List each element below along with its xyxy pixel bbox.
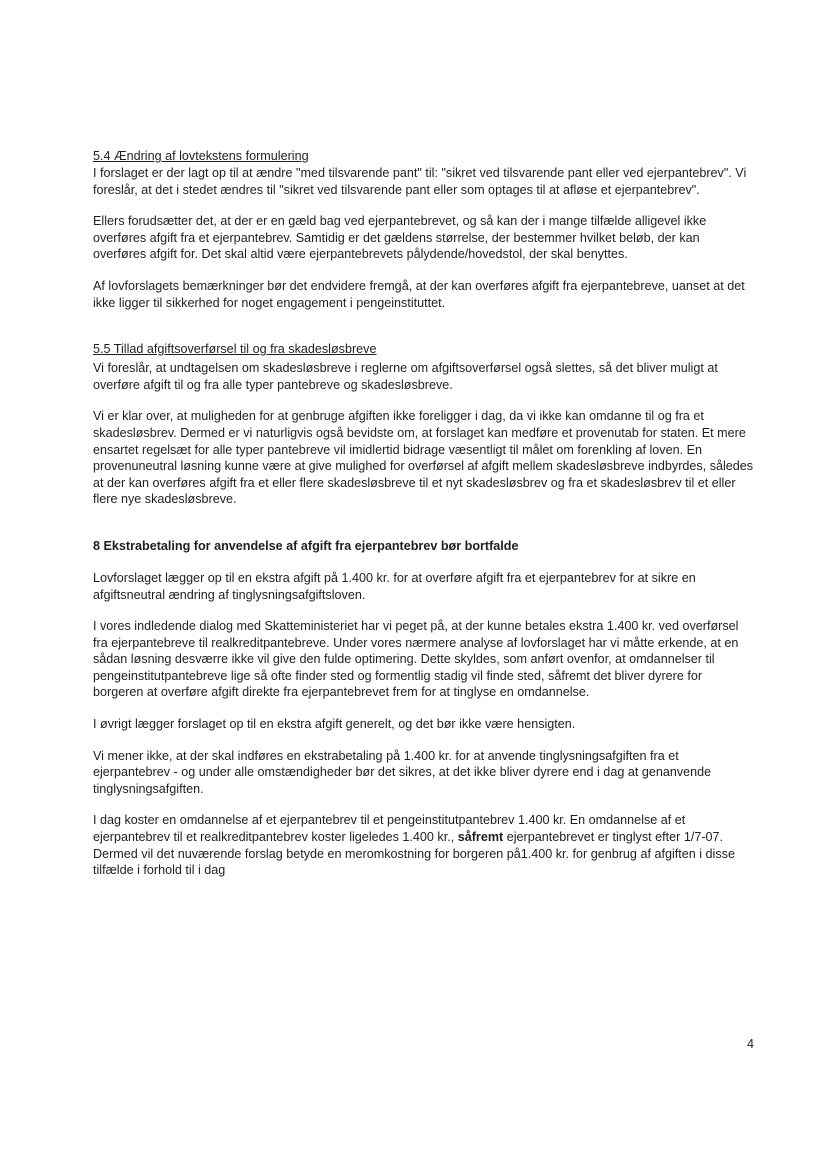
paragraph-with-emphasis bbox=[93, 812, 755, 878]
text-run: ejerpantebrevet er tinglyst efter 1/7-07. Dermed vil det nuværende forslag betyde en meromkostning for borgeren på1.400 kr. for genbrug af afgiften i disse tilfælde i forhold til i dag bbox=[93, 830, 735, 878]
paragraph: Af lovforslagets bemærkninger bør det endvidere fremgå, at der kan overføres afgift fra ejerpantebreve, uanset at det ikke ligger til sikkerhed for noget engagement i pengeinstituttet. bbox=[93, 278, 745, 310]
section-heading-5-4: 5.4 Ændring af lovtekstens formulering bbox=[93, 149, 309, 163]
bold-text-run: såfremt bbox=[457, 830, 504, 845]
paragraph: Lovforslaget lægger op til en ekstra afgift på 1.400 kr. for at overføre afgift fra et ejerpantebrev for at sikre en afgiftsneutral ændring af tinglysningsafgiftsloven. bbox=[93, 570, 696, 602]
paragraph: I øvrigt lægger forslaget op til en ekstra afgift generelt, og det bør ikke være hensigten. bbox=[93, 717, 576, 732]
section-heading-5-5: 5.5 Tillad afgiftsoverførsel til og fra skadesløsbreve bbox=[93, 342, 377, 357]
paragraph: Vi er klar over, at muligheden for at genbruge afgiften ikke foreligger i dag, da vi ikke kan omdanne til og fra et skadesløsbrev. Dermed er vi naturligvis også bevidste om, at forslaget kan medføre et provenutab for staten. Et mere ensartet regelsæt for alle typer pantebreve vil imidlertid bidrage væsentligt til målet om forenkling af loven. En provenuneutral løsning kunne være at give mulighed for overførsel af afgift mellem skadesløsbreve indbyrdes, således at der kan overføres afgift fra et eller flere skadesløsbreve til et nyt skadesløsbrev og fra et skadesløsbrev til et eller flere nye skadesløsbreve. bbox=[93, 409, 754, 507]
page-number: 4 bbox=[746, 1037, 754, 1051]
paragraph: Vi mener ikke, at der skal indføres en ekstrabetaling på 1.400 kr. for at anvende tinglysningsafgiften fra et ejerpantebrev - og under alle omstændigheder bør det sikres, at det ikke bliver dyrere end i dag at genanvende tinglysningsafgiften. bbox=[93, 748, 712, 796]
page-content bbox=[93, 148, 755, 879]
paragraph: I forslaget er der lagt op til at ændre "med tilsvarende pant" til: "sikret ved tilsvarende pant eller ved ejerpantebrev". Vi foreslår, at det i stedet ændres til "sikret ved tilsvarende pant eller som optages til at afløse et ejerpantebrev". bbox=[93, 166, 747, 197]
paragraph: Ellers forudsætter det, at der er en gæld bag ved ejerpantebrevet, og så kan der i mange tilfælde alligevel ikke overføres afgift fra et ejerpantebrev. Samtidig er det gældens størrelse, der bestemmer hvilket beløb, der kan overføres afgift for. Det skal altid være ejerpantebrevets pålydende/hovedstol, der skal benyttes. bbox=[93, 214, 707, 262]
section-heading-8: 8 Ekstrabetaling for anvendelse af afgift fra ejerpantebrev bør bortfalde bbox=[93, 538, 519, 553]
text-run: I dag koster en omdannelse af et ejerpantebrev til et pengeinstitutpantebrev 1.400 kr. En omdannelse af et ejerpantebrev til et realkreditpantebrev koster ligeledes 1.400 kr., bbox=[93, 813, 686, 845]
paragraph: I vores indledende dialog med Skatteministeriet har vi peget på, at der kunne betales ekstra 1.400 kr. ved overførsel fra ejerpantebreve til realkreditpantebreve. Under vores nærmere analyse af lovforslaget har vi måtte erkende, at en sådan løsning desværre ikke vil give den fulde optimering. Dette skyldes, som anført ovenfor, at omdannelser til pengeinstitutpantebreve lige så ofte finder sted og formentlig stadig vil finde sted, såfremt det bliver dyrere for borgeren at overføre afgift direkte fra ejerpantebrevet frem for at tinglyse en omdannelse. bbox=[93, 619, 739, 700]
paragraph: Vi foreslår, at undtagelsen om skadesløsbreve i reglerne om afgiftsoverførsel også slettes, så det bliver muligt at overføre afgift til og fra alle typer pantebreve og skadesløsbreve. bbox=[93, 361, 718, 392]
